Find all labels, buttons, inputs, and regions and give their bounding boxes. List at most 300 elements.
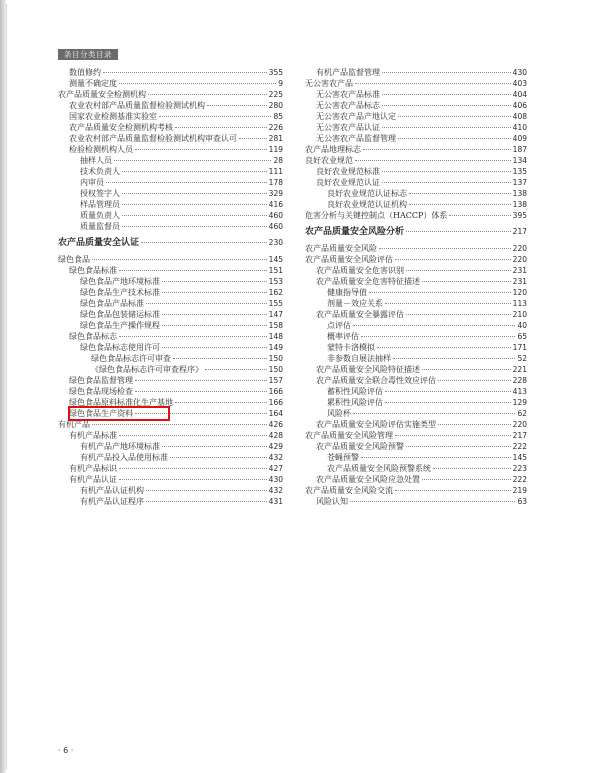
leader-dots xyxy=(122,204,267,205)
index-entry-label: 农产品质量安全风险特征描述 xyxy=(316,365,420,374)
index-entry xyxy=(58,111,283,122)
leader-dots xyxy=(385,402,511,403)
leader-dots xyxy=(106,182,267,183)
index-entry-label: 农产品质量安全风险应急处置 xyxy=(316,475,420,484)
leader-dots xyxy=(146,303,267,304)
index-entry-page: 220 xyxy=(512,420,527,429)
index-entry xyxy=(58,254,283,265)
index-entry-label: 无公害农产品监督管理 xyxy=(316,134,396,143)
leader-dots xyxy=(119,336,267,337)
index-entry-page: 210 xyxy=(512,310,527,319)
index-entry-page: 158 xyxy=(268,321,283,330)
index-entry-label: 良好农业规范标准 xyxy=(316,167,380,176)
index-entry-page: 151 xyxy=(268,266,283,275)
index-entry xyxy=(305,353,527,364)
index-entry-page: 120 xyxy=(512,288,527,297)
index-entry-page: 138 xyxy=(512,200,527,209)
index-entry xyxy=(305,298,527,309)
index-entry-page: 28 xyxy=(273,156,283,165)
index-entry xyxy=(305,364,527,375)
index-entry-page: 149 xyxy=(268,343,283,352)
leader-dots xyxy=(393,358,515,359)
index-entry xyxy=(305,254,527,265)
index-entry xyxy=(58,331,283,342)
leader-dots xyxy=(141,242,267,243)
index-entry-page: 40 xyxy=(517,321,527,330)
leader-dots xyxy=(406,446,511,447)
index-entry-label: 有机产品认证机构 xyxy=(80,486,144,495)
index-entry-label: 绿色食品生产技术标准 xyxy=(80,288,160,297)
index-entry-page: 428 xyxy=(268,431,283,440)
index-entry-label: 技术负责人 xyxy=(80,167,120,176)
index-entry-page: 65 xyxy=(517,332,527,341)
index-entry-label: 农产品质量安全风险评估实施类型 xyxy=(316,420,436,429)
index-entry xyxy=(58,155,283,166)
leader-dots xyxy=(122,226,267,227)
right-index-column xyxy=(305,67,527,507)
index-entry-page: 228 xyxy=(512,376,527,385)
index-entry-label: 抽样人员 xyxy=(80,156,112,165)
leader-dots xyxy=(385,391,511,392)
leader-dots xyxy=(398,116,511,117)
index-entry-page: 426 xyxy=(268,420,283,429)
index-entry-label: 农产品质量安全风险分析 xyxy=(305,227,405,237)
index-entry-label: 剂量－效应关系 xyxy=(327,299,383,308)
index-entry xyxy=(305,474,527,485)
index-entry-page: 147 xyxy=(268,310,283,319)
index-entry-page: 355 xyxy=(268,68,283,77)
index-entry-label: 健康指导值 xyxy=(327,288,367,297)
index-entry xyxy=(58,353,283,364)
index-entry xyxy=(58,298,283,309)
leader-dots xyxy=(406,231,511,232)
index-entry xyxy=(305,122,527,133)
index-entry-page: 62 xyxy=(517,409,527,418)
index-entry xyxy=(58,386,283,397)
index-entry-page: 416 xyxy=(268,200,283,209)
index-entry-label: 质量负责人 xyxy=(80,211,120,220)
leader-dots xyxy=(379,248,511,249)
index-entry xyxy=(58,452,283,463)
index-entry xyxy=(58,100,283,111)
index-entry-page: 145 xyxy=(268,255,283,264)
leader-dots xyxy=(406,314,511,315)
index-entry xyxy=(58,474,283,485)
index-entry xyxy=(305,89,527,100)
index-entry xyxy=(305,78,527,89)
index-entry-page: 220 xyxy=(512,255,527,264)
leader-dots xyxy=(369,292,511,293)
index-entry-page: 280 xyxy=(268,101,283,110)
leader-dots xyxy=(395,490,511,491)
leader-dots xyxy=(350,501,515,502)
leader-dots xyxy=(162,314,267,315)
index-entry xyxy=(58,441,283,452)
leader-dots xyxy=(162,281,267,282)
index-entry-label: 绿色食品标准 xyxy=(69,266,117,275)
index-entry-page: 137 xyxy=(512,178,527,187)
page-number: · 6 · xyxy=(58,746,74,755)
section-header-tab: 条目分类目录 xyxy=(58,49,118,60)
leader-dots xyxy=(422,281,511,282)
index-entry-label: 良好农业规范认证机构 xyxy=(327,200,407,209)
index-entry-label: 农产品质量安全暴露评估 xyxy=(316,310,404,319)
index-entry xyxy=(305,452,527,463)
index-entry-page: 138 xyxy=(512,189,527,198)
leader-dots xyxy=(409,193,511,194)
leader-dots xyxy=(170,457,267,458)
index-entry xyxy=(305,375,527,386)
index-entry xyxy=(58,485,283,496)
leader-dots xyxy=(377,347,511,348)
index-entry xyxy=(305,100,527,111)
leader-dots xyxy=(135,149,267,150)
index-entry xyxy=(58,265,283,276)
index-entry xyxy=(305,386,527,397)
index-entry xyxy=(305,188,527,199)
index-entry-page: 85 xyxy=(273,112,283,121)
index-entry xyxy=(305,287,527,298)
index-entry-page: 113 xyxy=(512,299,527,308)
index-entry xyxy=(58,144,283,155)
leader-dots xyxy=(382,72,511,73)
index-entry-page: 430 xyxy=(268,475,283,484)
index-entry-page: 406 xyxy=(512,101,527,110)
index-entry-page: 135 xyxy=(512,167,527,176)
leader-dots xyxy=(353,325,515,326)
index-entry-label: 质量监督员 xyxy=(80,222,120,231)
index-entry-label: 累积性风险评估 xyxy=(327,398,383,407)
index-entry xyxy=(305,496,527,507)
index-entry-page: 153 xyxy=(268,277,283,286)
index-entry-label: 绿色食品现场检查 xyxy=(69,387,133,396)
index-entry-page: 281 xyxy=(268,134,283,143)
leader-dots xyxy=(205,369,267,370)
leader-dots xyxy=(135,413,267,414)
index-entry-label: 农产品质量安全风险评估 xyxy=(305,255,393,264)
index-entry-label: 绿色食品标志使用许可 xyxy=(80,343,160,352)
leader-dots xyxy=(175,127,267,128)
index-entry-page: 217 xyxy=(512,227,527,236)
index-entry xyxy=(58,408,283,419)
index-entry-label: 绿色食品生产资料 xyxy=(69,409,133,418)
index-entry-page: 225 xyxy=(268,90,283,99)
index-entry-label: 绿色食品标志 xyxy=(69,332,117,341)
index-entry-page: 178 xyxy=(268,178,283,187)
index-entry xyxy=(305,320,527,331)
index-entry-page: 222 xyxy=(512,475,527,484)
index-entry-label: 点评估 xyxy=(327,321,351,330)
leader-dots xyxy=(173,358,267,359)
index-entry xyxy=(305,331,527,342)
index-entry-label: 农产品质量安全认证 xyxy=(58,238,140,248)
index-entry xyxy=(58,89,283,100)
index-entry xyxy=(58,320,283,331)
index-entry xyxy=(58,430,283,441)
index-entry-page: 460 xyxy=(268,222,283,231)
index-entry-label: 有机产品标准 xyxy=(69,431,117,440)
index-entry xyxy=(58,397,283,408)
index-entry-label: 有机产品监督管理 xyxy=(316,68,380,77)
leader-dots xyxy=(395,435,511,436)
index-entry xyxy=(58,419,283,430)
index-entry-label: 农产品地理标志 xyxy=(305,145,361,154)
index-entry-label: 良好农业规范认证标志 xyxy=(327,189,407,198)
index-entry xyxy=(305,243,527,254)
index-section-heading xyxy=(58,236,283,250)
leader-dots xyxy=(422,369,511,370)
index-entry xyxy=(58,210,283,221)
index-entry-page: 150 xyxy=(268,365,283,374)
index-entry xyxy=(58,463,283,474)
leader-dots xyxy=(438,424,511,425)
index-entry-page: 148 xyxy=(268,332,283,341)
index-entry-label: 绿色食品 xyxy=(58,255,90,264)
index-entry-label: 绿色食品包装储运标准 xyxy=(80,310,160,319)
leader-dots xyxy=(119,435,267,436)
index-entry-label: 良好农业规范认证 xyxy=(316,178,380,187)
index-entry xyxy=(305,430,527,441)
index-entry-page: 111 xyxy=(268,167,283,176)
index-entry-page: 9 xyxy=(278,79,283,88)
index-entry-page: 403 xyxy=(512,79,527,88)
index-entry-page: 129 xyxy=(512,398,527,407)
index-entry-label: 农产品质量安全联合毒性效应评估 xyxy=(316,376,436,385)
index-entry xyxy=(58,177,283,188)
index-entry-page: 166 xyxy=(268,387,283,396)
leader-dots xyxy=(175,402,267,403)
index-entry-label: 样品管理员 xyxy=(80,200,120,209)
left-index-column xyxy=(58,67,283,507)
index-entry xyxy=(305,276,527,287)
index-entry-page: 230 xyxy=(268,238,283,247)
index-entry-page: 223 xyxy=(512,464,527,473)
index-entry xyxy=(305,155,527,166)
index-entry xyxy=(305,265,527,276)
index-entry-label: 苍蝇预警 xyxy=(327,453,359,462)
leader-dots xyxy=(135,391,267,392)
index-entry-label: 蒙特卡洛模拟 xyxy=(327,343,375,352)
index-entry xyxy=(305,419,527,430)
leader-dots xyxy=(119,479,267,480)
leader-dots xyxy=(122,215,267,216)
index-entry xyxy=(58,133,283,144)
index-entry-label: 绿色食品标志许可审查 xyxy=(91,354,171,363)
index-entry-label: 概率评估 xyxy=(327,332,359,341)
index-entry-page: 155 xyxy=(268,299,283,308)
index-entry xyxy=(58,166,283,177)
index-entry-label: 有机产品认证程序 xyxy=(80,497,144,506)
index-entry-label: 内审员 xyxy=(80,178,104,187)
index-entry-label: 绿色食品产地环境标准 xyxy=(80,277,160,286)
index-entry-label: 有机产品投入品使用标准 xyxy=(80,453,168,462)
index-entry-label: 农产品质量安全危害特征描述 xyxy=(316,277,420,286)
index-entry xyxy=(305,408,527,419)
index-entry-page: 162 xyxy=(268,288,283,297)
index-entry-page: 119 xyxy=(268,145,283,154)
index-entry-label: 绿色食品原料标准化生产基地 xyxy=(69,398,173,407)
leader-dots xyxy=(363,149,511,150)
index-entry-page: 430 xyxy=(512,68,527,77)
leader-dots xyxy=(361,457,511,458)
leader-dots xyxy=(162,446,267,447)
index-entry xyxy=(58,287,283,298)
index-entry-label: 危害分析与关键控制点（HACCP）体系 xyxy=(305,211,448,220)
index-entry-page: 166 xyxy=(268,398,283,407)
leader-dots xyxy=(119,83,276,84)
index-entry xyxy=(305,133,527,144)
index-entry-label: 农产品质量安全检测机构考核 xyxy=(69,123,173,132)
leader-dots xyxy=(433,468,511,469)
index-entry xyxy=(305,485,527,496)
index-entry xyxy=(58,309,283,320)
index-entry-label: 无公害农产品认证 xyxy=(316,123,380,132)
index-entry-page: 432 xyxy=(268,453,283,462)
index-entry xyxy=(305,67,527,78)
index-entry-label: 《绿色食品标志许可审查程序》 xyxy=(91,365,203,374)
index-entry xyxy=(58,364,283,375)
index-entry-label: 农产品质量安全危害识别 xyxy=(316,266,404,275)
index-entry-page: 432 xyxy=(268,486,283,495)
leader-dots xyxy=(438,380,511,381)
index-entry xyxy=(58,122,283,133)
index-entry-page: 413 xyxy=(512,387,527,396)
index-entry-page: 221 xyxy=(512,365,527,374)
index-entry-page: 171 xyxy=(512,343,527,352)
index-entry-page: 157 xyxy=(268,376,283,385)
leader-dots xyxy=(162,347,267,348)
index-entry-label: 无公害农产品产地认定 xyxy=(316,112,396,121)
index-entry xyxy=(305,199,527,210)
leader-dots xyxy=(422,479,511,480)
leader-dots xyxy=(162,292,267,293)
index-entry xyxy=(305,144,527,155)
leader-dots xyxy=(395,259,511,260)
index-entry-page: 52 xyxy=(517,354,527,363)
index-entry-page: 410 xyxy=(512,123,527,132)
leader-dots xyxy=(361,336,515,337)
index-entry xyxy=(305,309,527,320)
leader-dots xyxy=(355,160,511,161)
index-entry-label: 农产品质量安全风险管理 xyxy=(305,431,393,440)
index-entry xyxy=(305,177,527,188)
index-entry-label: 良好农业规范 xyxy=(305,156,353,165)
index-entry-page: 329 xyxy=(268,189,283,198)
index-entry xyxy=(305,463,527,474)
index-entry-label: 农产品质量安全风险交流 xyxy=(305,486,393,495)
leader-dots xyxy=(398,138,511,139)
leader-dots xyxy=(119,270,267,271)
index-entry-label: 有机产品标识 xyxy=(69,464,117,473)
index-entry-page: 222 xyxy=(512,442,527,451)
index-entry-page: 145 xyxy=(512,453,527,462)
index-entry-label: 国家农业检测基准实验室 xyxy=(69,112,157,121)
index-entry-page: 164 xyxy=(268,409,283,418)
leader-dots xyxy=(92,424,267,425)
index-entry-label: 无公害农产品标志 xyxy=(316,101,380,110)
index-entry-label: 有机产品 xyxy=(58,420,90,429)
index-entry-label: 农产品质量安全风险预警 xyxy=(316,442,404,451)
index-entry xyxy=(58,188,283,199)
index-entry-label: 风险杯 xyxy=(327,409,351,418)
index-entry xyxy=(305,342,527,353)
index-entry-page: 220 xyxy=(512,244,527,253)
index-entry xyxy=(58,199,283,210)
leader-dots xyxy=(162,325,267,326)
index-entry-label: 有机产品认证 xyxy=(69,475,117,484)
index-entry-page: 395 xyxy=(512,211,527,220)
index-entry xyxy=(58,221,283,232)
index-entry-page: 404 xyxy=(512,90,527,99)
leader-dots xyxy=(355,83,511,84)
index-entry xyxy=(305,166,527,177)
index-entry xyxy=(305,397,527,408)
index-entry-page: 217 xyxy=(512,431,527,440)
index-entry-page: 63 xyxy=(517,497,527,506)
index-entry-label: 测量不确定度 xyxy=(69,79,117,88)
index-entry xyxy=(58,342,283,353)
index-entry-label: 农业农村部产品质量监督检验测试机构 xyxy=(69,101,205,110)
index-entry-label: 授权签字人 xyxy=(80,189,120,198)
leader-dots xyxy=(159,116,271,117)
leader-dots xyxy=(146,490,267,491)
index-entry-label: 检验检测机构人员 xyxy=(69,145,133,154)
index-entry xyxy=(58,276,283,287)
index-entry-label: 绿色食品监督管理 xyxy=(69,376,133,385)
index-entry-label: 风险认知 xyxy=(316,497,348,506)
index-entry xyxy=(58,496,283,507)
index-entry-label: 非参数自展法抽样 xyxy=(327,354,391,363)
index-entry-label: 数值修约 xyxy=(69,68,101,77)
index-entry-label: 绿色食品产品标准 xyxy=(80,299,144,308)
index-entry-label: 农业农村部产品质量监督检验测试机构审查认可 xyxy=(69,134,237,143)
index-entry-label: 有机产品产地环境标准 xyxy=(80,442,160,451)
leader-dots xyxy=(122,171,267,172)
index-entry-page: 231 xyxy=(512,277,527,286)
index-entry-page: 150 xyxy=(268,354,283,363)
leader-dots xyxy=(148,94,267,95)
index-entry-page: 409 xyxy=(512,134,527,143)
index-entry-page: 429 xyxy=(268,442,283,451)
leader-dots xyxy=(385,303,511,304)
index-entry-label: 无公害农产品 xyxy=(305,79,353,88)
index-entry xyxy=(305,210,527,221)
leader-dots xyxy=(449,215,510,216)
index-entry-page: 408 xyxy=(512,112,527,121)
leader-dots xyxy=(92,259,267,260)
index-entry-page: 427 xyxy=(268,464,283,473)
index-entry xyxy=(305,441,527,452)
leader-dots xyxy=(114,160,271,161)
index-entry-page: 226 xyxy=(268,123,283,132)
leader-dots xyxy=(409,204,511,205)
leader-dots xyxy=(239,138,267,139)
leader-dots xyxy=(119,468,267,469)
leader-dots xyxy=(135,380,267,381)
index-entry-page: 134 xyxy=(512,156,527,165)
leader-dots xyxy=(382,105,511,106)
leader-dots xyxy=(382,171,511,172)
index-entry-page: 231 xyxy=(512,266,527,275)
index-entry-page: 219 xyxy=(512,486,527,495)
leader-dots xyxy=(103,72,267,73)
index-entry-page: 431 xyxy=(268,497,283,506)
index-entry-label: 农产品质量安全检测机构 xyxy=(58,90,146,99)
index-entry xyxy=(305,111,527,122)
leader-dots xyxy=(382,127,511,128)
leader-dots xyxy=(406,270,511,271)
index-entry-label: 蓄积性风险评估 xyxy=(327,387,383,396)
